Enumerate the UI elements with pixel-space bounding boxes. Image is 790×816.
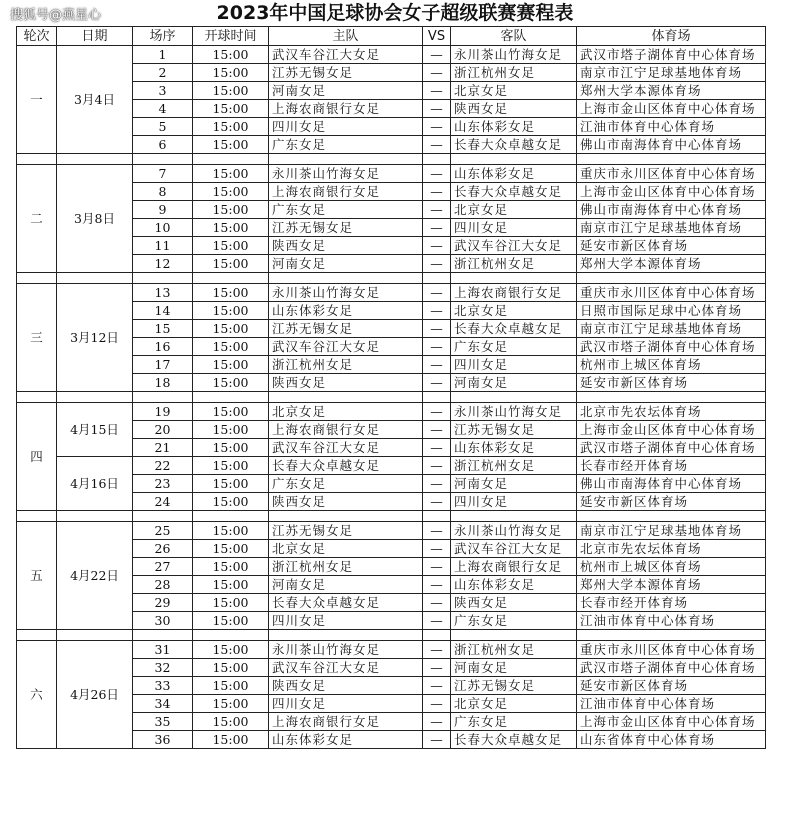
away-team-cell: 北京女足 — [451, 695, 577, 713]
away-team-cell: 武汉车谷江大女足 — [451, 540, 577, 558]
date-cell: 4月15日 — [57, 403, 133, 457]
separator-cell — [451, 511, 577, 522]
home-team-cell: 浙江杭州女足 — [269, 558, 423, 576]
kickoff-cell: 15:00 — [193, 100, 269, 118]
vs-cell: — — [423, 219, 451, 237]
venue-cell: 郑州大学本源体育场 — [577, 255, 766, 273]
venue-cell: 日照市国际足球中心体育场 — [577, 302, 766, 320]
kickoff-cell: 15:00 — [193, 594, 269, 612]
home-team-cell: 江苏无锡女足 — [269, 219, 423, 237]
round-separator — [17, 392, 766, 403]
kickoff-cell: 15:00 — [193, 641, 269, 659]
venue-cell: 北京市先农坛体育场 — [577, 403, 766, 421]
match-no-cell: 4 — [133, 100, 193, 118]
match-no-cell: 10 — [133, 219, 193, 237]
venue-cell: 南京市江宁足球基地体育场 — [577, 64, 766, 82]
venue-cell: 重庆市永川区体育中心体育场 — [577, 284, 766, 302]
home-team-cell: 北京女足 — [269, 540, 423, 558]
vs-cell: — — [423, 403, 451, 421]
separator-cell — [57, 154, 133, 165]
kickoff-cell: 15:00 — [193, 118, 269, 136]
kickoff-cell: 15:00 — [193, 237, 269, 255]
away-team-cell: 山东体彩女足 — [451, 118, 577, 136]
separator-cell — [193, 630, 269, 641]
away-team-cell: 河南女足 — [451, 374, 577, 392]
away-team-cell: 四川女足 — [451, 356, 577, 374]
separator-cell — [269, 154, 423, 165]
header-vs: VS — [423, 27, 451, 46]
vs-cell: — — [423, 46, 451, 64]
venue-cell: 延安市新区体育场 — [577, 493, 766, 511]
kickoff-cell: 15:00 — [193, 439, 269, 457]
separator-cell — [133, 273, 193, 284]
match-no-cell: 23 — [133, 475, 193, 493]
vs-cell: — — [423, 558, 451, 576]
away-team-cell: 山东体彩女足 — [451, 576, 577, 594]
kickoff-cell: 15:00 — [193, 677, 269, 695]
vs-cell: — — [423, 320, 451, 338]
kickoff-cell: 15:00 — [193, 201, 269, 219]
match-no-cell: 28 — [133, 576, 193, 594]
separator-cell — [577, 392, 766, 403]
match-no-cell: 18 — [133, 374, 193, 392]
table-row — [17, 522, 766, 540]
separator-cell — [133, 630, 193, 641]
separator-cell — [577, 511, 766, 522]
away-team-cell: 陕西女足 — [451, 594, 577, 612]
venue-cell: 江油市体育中心体育场 — [577, 612, 766, 630]
vs-cell: — — [423, 439, 451, 457]
venue-cell: 南京市江宁足球基地体育场 — [577, 522, 766, 540]
date-cell: 4月22日 — [57, 522, 133, 630]
match-no-cell: 31 — [133, 641, 193, 659]
round-cell: 三 — [17, 284, 57, 392]
vs-cell: — — [423, 100, 451, 118]
kickoff-cell: 15:00 — [193, 493, 269, 511]
separator-cell — [451, 630, 577, 641]
match-no-cell: 29 — [133, 594, 193, 612]
vs-cell: — — [423, 659, 451, 677]
separator-cell — [17, 630, 57, 641]
away-team-cell: 永川茶山竹海女足 — [451, 522, 577, 540]
kickoff-cell: 15:00 — [193, 356, 269, 374]
kickoff-cell: 15:00 — [193, 421, 269, 439]
home-team-cell: 长春大众卓越女足 — [269, 594, 423, 612]
venue-cell: 江油市体育中心体育场 — [577, 695, 766, 713]
separator-cell — [133, 511, 193, 522]
kickoff-cell: 15:00 — [193, 338, 269, 356]
page-title: 2023年中国足球协会女子超级联赛赛程表 — [216, 2, 574, 24]
venue-cell: 长春市经开体育场 — [577, 457, 766, 475]
venue-cell: 武汉市塔子湖体育中心体育场 — [577, 439, 766, 457]
vs-cell: — — [423, 695, 451, 713]
date-cell: 4月26日 — [57, 641, 133, 749]
match-no-cell: 33 — [133, 677, 193, 695]
away-team-cell: 长春大众卓越女足 — [451, 136, 577, 154]
kickoff-cell: 15:00 — [193, 183, 269, 201]
match-no-cell: 6 — [133, 136, 193, 154]
match-no-cell: 14 — [133, 302, 193, 320]
match-no-cell: 9 — [133, 201, 193, 219]
vs-cell: — — [423, 136, 451, 154]
vs-cell: — — [423, 457, 451, 475]
away-team-cell: 山东体彩女足 — [451, 165, 577, 183]
match-no-cell: 13 — [133, 284, 193, 302]
venue-cell: 佛山市南海体育中心体育场 — [577, 201, 766, 219]
table-row — [17, 403, 766, 421]
separator-cell — [57, 273, 133, 284]
vs-cell: — — [423, 522, 451, 540]
away-team-cell: 长春大众卓越女足 — [451, 731, 577, 749]
separator-cell — [423, 154, 451, 165]
vs-cell: — — [423, 64, 451, 82]
match-no-cell: 24 — [133, 493, 193, 511]
vs-cell: — — [423, 183, 451, 201]
home-team-cell: 江苏无锡女足 — [269, 64, 423, 82]
home-team-cell: 广东女足 — [269, 136, 423, 154]
kickoff-cell: 15:00 — [193, 46, 269, 64]
venue-cell: 北京市先农坛体育场 — [577, 540, 766, 558]
vs-cell: — — [423, 237, 451, 255]
separator-cell — [193, 154, 269, 165]
kickoff-cell: 15:00 — [193, 713, 269, 731]
vs-cell: — — [423, 284, 451, 302]
match-no-cell: 8 — [133, 183, 193, 201]
header-away: 客队 — [451, 27, 577, 46]
away-team-cell: 永川茶山竹海女足 — [451, 46, 577, 64]
round-cell: 六 — [17, 641, 57, 749]
away-team-cell: 江苏无锡女足 — [451, 421, 577, 439]
vs-cell: — — [423, 493, 451, 511]
kickoff-cell: 15:00 — [193, 255, 269, 273]
away-team-cell: 北京女足 — [451, 82, 577, 100]
table-row — [17, 457, 766, 475]
home-team-cell: 浙江杭州女足 — [269, 356, 423, 374]
match-no-cell: 36 — [133, 731, 193, 749]
away-team-cell: 永川茶山竹海女足 — [451, 403, 577, 421]
home-team-cell: 上海农商银行女足 — [269, 421, 423, 439]
home-team-cell: 陕西女足 — [269, 493, 423, 511]
match-no-cell: 1 — [133, 46, 193, 64]
match-no-cell: 19 — [133, 403, 193, 421]
home-team-cell: 上海农商银行女足 — [269, 183, 423, 201]
vs-cell: — — [423, 594, 451, 612]
match-no-cell: 22 — [133, 457, 193, 475]
venue-cell: 上海市金山区体育中心体育场 — [577, 183, 766, 201]
date-cell: 3月8日 — [57, 165, 133, 273]
round-separator — [17, 154, 766, 165]
header-kickoff: 开球时间 — [193, 27, 269, 46]
vs-cell: — — [423, 302, 451, 320]
away-team-cell: 北京女足 — [451, 201, 577, 219]
venue-cell: 佛山市南海体育中心体育场 — [577, 475, 766, 493]
table-row — [17, 165, 766, 183]
separator-cell — [577, 154, 766, 165]
home-team-cell: 四川女足 — [269, 695, 423, 713]
kickoff-cell: 15:00 — [193, 284, 269, 302]
home-team-cell: 武汉车谷江大女足 — [269, 46, 423, 64]
home-team-cell: 广东女足 — [269, 201, 423, 219]
kickoff-cell: 15:00 — [193, 165, 269, 183]
home-team-cell: 江苏无锡女足 — [269, 522, 423, 540]
separator-cell — [269, 511, 423, 522]
separator-cell — [269, 630, 423, 641]
table-row — [17, 284, 766, 302]
away-team-cell: 武汉车谷江大女足 — [451, 237, 577, 255]
kickoff-cell: 15:00 — [193, 731, 269, 749]
match-no-cell: 32 — [133, 659, 193, 677]
vs-cell: — — [423, 641, 451, 659]
header-round: 轮次 — [17, 27, 57, 46]
venue-cell: 延安市新区体育场 — [577, 374, 766, 392]
match-no-cell: 21 — [133, 439, 193, 457]
match-no-cell: 20 — [133, 421, 193, 439]
separator-cell — [17, 392, 57, 403]
home-team-cell: 陕西女足 — [269, 237, 423, 255]
match-no-cell: 16 — [133, 338, 193, 356]
venue-cell: 重庆市永川区体育中心体育场 — [577, 165, 766, 183]
match-no-cell: 12 — [133, 255, 193, 273]
separator-cell — [423, 392, 451, 403]
separator-cell — [269, 392, 423, 403]
home-team-cell: 永川茶山竹海女足 — [269, 165, 423, 183]
away-team-cell: 广东女足 — [451, 338, 577, 356]
away-team-cell: 河南女足 — [451, 659, 577, 677]
kickoff-cell: 15:00 — [193, 136, 269, 154]
away-team-cell: 河南女足 — [451, 475, 577, 493]
home-team-cell: 山东体彩女足 — [269, 731, 423, 749]
separator-cell — [193, 273, 269, 284]
schedule-table — [16, 26, 766, 749]
kickoff-cell: 15:00 — [193, 659, 269, 677]
vs-cell: — — [423, 731, 451, 749]
date-cell: 3月12日 — [57, 284, 133, 392]
vs-cell: — — [423, 475, 451, 493]
home-team-cell: 武汉车谷江大女足 — [269, 659, 423, 677]
vs-cell: — — [423, 677, 451, 695]
vs-cell: — — [423, 374, 451, 392]
date-cell: 3月4日 — [57, 46, 133, 154]
venue-cell: 郑州大学本源体育场 — [577, 576, 766, 594]
venue-cell: 郑州大学本源体育场 — [577, 82, 766, 100]
separator-cell — [57, 392, 133, 403]
home-team-cell: 永川茶山竹海女足 — [269, 641, 423, 659]
home-team-cell: 四川女足 — [269, 118, 423, 136]
vs-cell: — — [423, 338, 451, 356]
table-row — [17, 46, 766, 64]
vs-cell: — — [423, 165, 451, 183]
kickoff-cell: 15:00 — [193, 403, 269, 421]
match-no-cell: 35 — [133, 713, 193, 731]
header-home: 主队 — [269, 27, 423, 46]
away-team-cell: 浙江杭州女足 — [451, 641, 577, 659]
match-no-cell: 17 — [133, 356, 193, 374]
vs-cell: — — [423, 201, 451, 219]
vs-cell: — — [423, 540, 451, 558]
home-team-cell: 武汉车谷江大女足 — [269, 439, 423, 457]
match-no-cell: 5 — [133, 118, 193, 136]
match-no-cell: 30 — [133, 612, 193, 630]
home-team-cell: 河南女足 — [269, 82, 423, 100]
round-separator — [17, 511, 766, 522]
separator-cell — [193, 511, 269, 522]
watermark: 搜狐号@燕星心 — [10, 8, 102, 23]
vs-cell: — — [423, 576, 451, 594]
match-no-cell: 25 — [133, 522, 193, 540]
round-separator — [17, 630, 766, 641]
venue-cell: 延安市新区体育场 — [577, 677, 766, 695]
away-team-cell: 四川女足 — [451, 493, 577, 511]
venue-cell: 武汉市塔子湖体育中心体育场 — [577, 338, 766, 356]
away-team-cell: 山东体彩女足 — [451, 439, 577, 457]
round-separator — [17, 273, 766, 284]
away-team-cell: 北京女足 — [451, 302, 577, 320]
kickoff-cell: 15:00 — [193, 302, 269, 320]
match-no-cell: 2 — [133, 64, 193, 82]
vs-cell: — — [423, 713, 451, 731]
separator-cell — [133, 154, 193, 165]
round-cell: 一 — [17, 46, 57, 154]
venue-cell: 武汉市塔子湖体育中心体育场 — [577, 659, 766, 677]
venue-cell: 上海市金山区体育中心体育场 — [577, 100, 766, 118]
separator-cell — [423, 511, 451, 522]
away-team-cell: 浙江杭州女足 — [451, 457, 577, 475]
home-team-cell: 广东女足 — [269, 475, 423, 493]
match-no-cell: 15 — [133, 320, 193, 338]
home-team-cell: 长春大众卓越女足 — [269, 457, 423, 475]
kickoff-cell: 15:00 — [193, 540, 269, 558]
separator-cell — [577, 273, 766, 284]
away-team-cell: 浙江杭州女足 — [451, 64, 577, 82]
separator-cell — [451, 154, 577, 165]
kickoff-cell: 15:00 — [193, 82, 269, 100]
away-team-cell: 长春大众卓越女足 — [451, 320, 577, 338]
separator-cell — [57, 511, 133, 522]
venue-cell: 杭州市上城区体育场 — [577, 356, 766, 374]
separator-cell — [577, 630, 766, 641]
vs-cell: — — [423, 612, 451, 630]
vs-cell: — — [423, 421, 451, 439]
home-team-cell: 武汉车谷江大女足 — [269, 338, 423, 356]
date-cell: 4月16日 — [57, 457, 133, 511]
home-team-cell: 陕西女足 — [269, 677, 423, 695]
venue-cell: 重庆市永川区体育中心体育场 — [577, 641, 766, 659]
match-no-cell: 27 — [133, 558, 193, 576]
vs-cell: — — [423, 356, 451, 374]
kickoff-cell: 15:00 — [193, 695, 269, 713]
away-team-cell: 陕西女足 — [451, 100, 577, 118]
venue-cell: 武汉市塔子湖体育中心体育场 — [577, 46, 766, 64]
kickoff-cell: 15:00 — [193, 374, 269, 392]
separator-cell — [193, 392, 269, 403]
home-team-cell: 北京女足 — [269, 403, 423, 421]
venue-cell: 南京市江宁足球基地体育场 — [577, 219, 766, 237]
kickoff-cell: 15:00 — [193, 64, 269, 82]
kickoff-cell: 15:00 — [193, 475, 269, 493]
separator-cell — [451, 392, 577, 403]
home-team-cell: 河南女足 — [269, 576, 423, 594]
separator-cell — [451, 273, 577, 284]
separator-cell — [423, 273, 451, 284]
kickoff-cell: 15:00 — [193, 320, 269, 338]
venue-cell: 上海市金山区体育中心体育场 — [577, 713, 766, 731]
venue-cell: 南京市江宁足球基地体育场 — [577, 320, 766, 338]
separator-cell — [17, 273, 57, 284]
home-team-cell: 四川女足 — [269, 612, 423, 630]
away-team-cell: 浙江杭州女足 — [451, 255, 577, 273]
header-date: 日期 — [57, 27, 133, 46]
round-cell: 五 — [17, 522, 57, 630]
home-team-cell: 永川茶山竹海女足 — [269, 284, 423, 302]
away-team-cell: 广东女足 — [451, 713, 577, 731]
home-team-cell: 上海农商银行女足 — [269, 713, 423, 731]
venue-cell: 上海市金山区体育中心体育场 — [577, 421, 766, 439]
venue-cell: 杭州市上城区体育场 — [577, 558, 766, 576]
header-match-no: 场序 — [133, 27, 193, 46]
kickoff-cell: 15:00 — [193, 522, 269, 540]
kickoff-cell: 15:00 — [193, 219, 269, 237]
match-no-cell: 3 — [133, 82, 193, 100]
vs-cell: — — [423, 255, 451, 273]
venue-cell: 江油市体育中心体育场 — [577, 118, 766, 136]
separator-cell — [269, 273, 423, 284]
match-no-cell: 34 — [133, 695, 193, 713]
venue-cell: 延安市新区体育场 — [577, 237, 766, 255]
venue-cell: 山东省体育中心体育场 — [577, 731, 766, 749]
match-no-cell: 11 — [133, 237, 193, 255]
away-team-cell: 广东女足 — [451, 612, 577, 630]
kickoff-cell: 15:00 — [193, 558, 269, 576]
separator-cell — [17, 154, 57, 165]
table-header-row — [17, 27, 766, 46]
header-venue: 体育场 — [577, 27, 766, 46]
venue-cell: 长春市经开体育场 — [577, 594, 766, 612]
kickoff-cell: 15:00 — [193, 612, 269, 630]
kickoff-cell: 15:00 — [193, 457, 269, 475]
away-team-cell: 长春大众卓越女足 — [451, 183, 577, 201]
vs-cell: — — [423, 82, 451, 100]
round-cell: 二 — [17, 165, 57, 273]
away-team-cell: 江苏无锡女足 — [451, 677, 577, 695]
away-team-cell: 上海农商银行女足 — [451, 284, 577, 302]
match-no-cell: 7 — [133, 165, 193, 183]
home-team-cell: 陕西女足 — [269, 374, 423, 392]
separator-cell — [133, 392, 193, 403]
home-team-cell: 江苏无锡女足 — [269, 320, 423, 338]
match-no-cell: 26 — [133, 540, 193, 558]
home-team-cell: 河南女足 — [269, 255, 423, 273]
table-row — [17, 641, 766, 659]
away-team-cell: 上海农商银行女足 — [451, 558, 577, 576]
vs-cell: — — [423, 118, 451, 136]
home-team-cell: 山东体彩女足 — [269, 302, 423, 320]
venue-cell: 佛山市南海体育中心体育场 — [577, 136, 766, 154]
separator-cell — [17, 511, 57, 522]
separator-cell — [423, 630, 451, 641]
away-team-cell: 四川女足 — [451, 219, 577, 237]
separator-cell — [57, 630, 133, 641]
kickoff-cell: 15:00 — [193, 576, 269, 594]
round-cell: 四 — [17, 403, 57, 511]
home-team-cell: 上海农商银行女足 — [269, 100, 423, 118]
